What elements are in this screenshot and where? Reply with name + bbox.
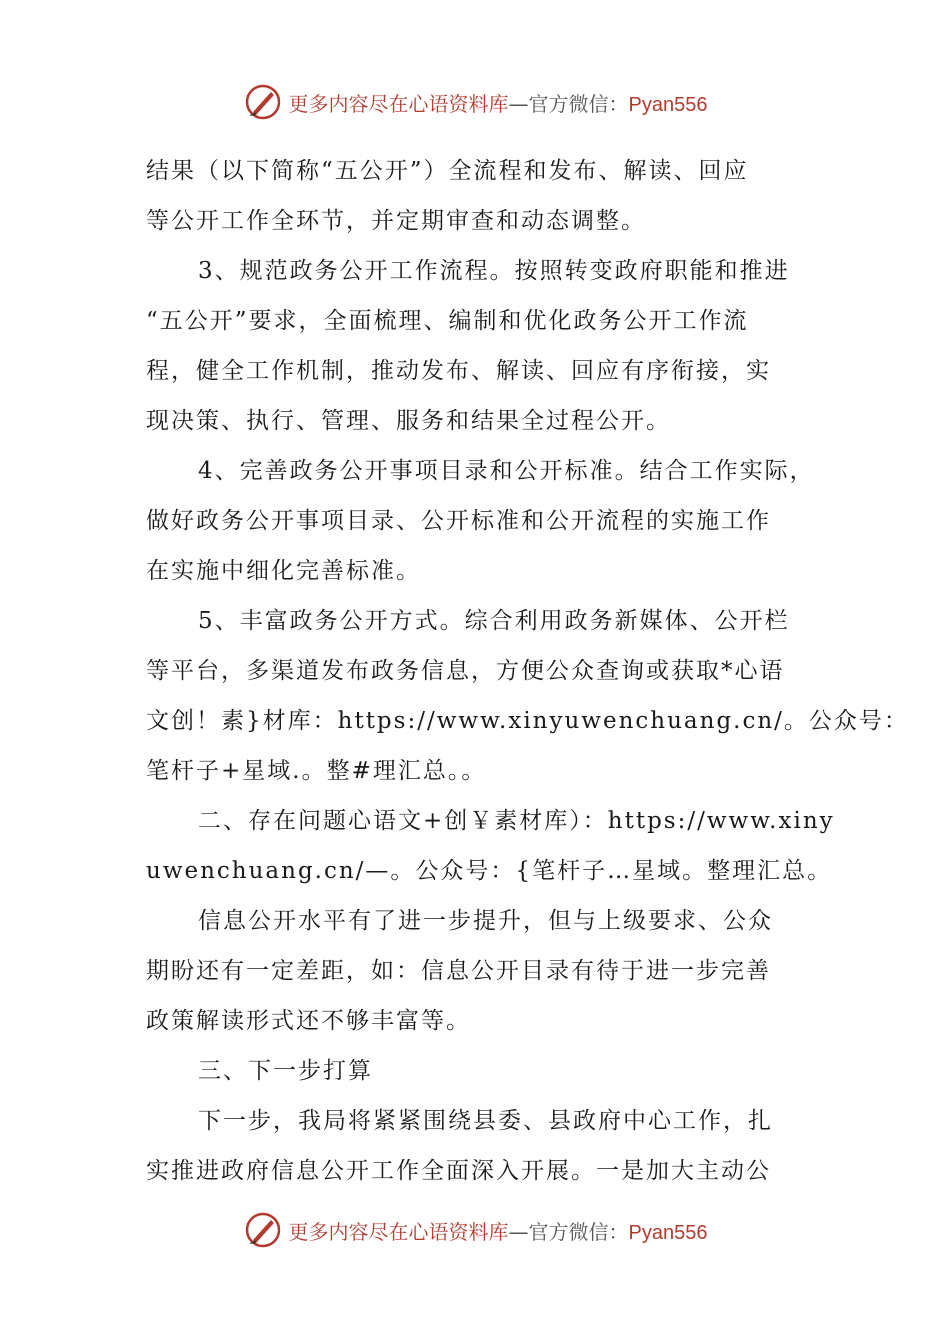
pen-logo-icon xyxy=(243,82,283,122)
section-3-heading: 三、下一步打算 xyxy=(198,1058,373,1084)
section-2-heading: 二、存在问题心语文+创￥素材库）：https://www.xiny xyxy=(198,808,835,834)
paragraph-next-steps-start: 下一步，我局将紧紧围绕县委、县政府中心工作，扎 xyxy=(198,1108,773,1134)
text-line: 做好政务公开事项目录、公开标准和公开流程的实施工作 xyxy=(146,508,771,534)
text-line: 实推进政府信息公开工作全面深入开展。一是加大主动公 xyxy=(146,1158,771,1184)
paragraph-5-start: 5、丰富政务公开方式。综合利用政务新媒体、公开栏 xyxy=(198,608,790,634)
banner-main-text: 更多内容尽在心语资料库 xyxy=(288,1219,509,1244)
text-line: 等公开工作全环节，并定期审查和动态调整。 xyxy=(146,208,646,234)
paragraph-3-start: 3、规范政务公开工作流程。按照转变政府职能和推进 xyxy=(198,258,790,284)
paragraph-4-start: 4、完善政务公开事项目录和公开标准。结合工作实际， xyxy=(198,458,815,484)
text-line: “五公开”要求，全面梳理、编制和优化政务公开工作流 xyxy=(146,308,749,334)
text-line: 程，健全工作机制，推动发布、解读、回应有序衔接，实 xyxy=(146,358,771,384)
text-line: 结果（以下简称“五公开”）全流程和发布、解读、回应 xyxy=(146,158,749,184)
banner-official-label: —官方微信： xyxy=(508,1219,629,1244)
banner-text xyxy=(289,1216,708,1245)
banner-wechat-id: Pyan556 xyxy=(628,1221,708,1244)
text-line: 笔杆子+星域.。整#理汇总。。 xyxy=(146,758,487,784)
banner-text xyxy=(289,88,708,117)
text-line: uwenchuang.cn/—。公众号：{笔杆子…星域。整理汇总。 xyxy=(146,858,833,884)
text-line: 等平台，多渠道发布政务信息，方便公众查询或获取*心语 xyxy=(146,658,785,684)
banner-main-text: 更多内容尽在心语资料库 xyxy=(288,91,509,116)
pen-logo-icon xyxy=(243,1210,283,1250)
text-line: 政策解读形式还不够丰富等。 xyxy=(146,1008,471,1034)
footer-banner xyxy=(0,1208,950,1252)
text-line: 文创！素}材库：https://www.xinyuwenchuang.cn/。公众号： xyxy=(146,708,909,734)
text-line: 在实施中细化完善标准。 xyxy=(146,558,421,584)
banner-official-label: —官方微信： xyxy=(508,91,629,116)
text-line: 现决策、执行、管理、服务和结果全过程公开。 xyxy=(146,408,671,434)
text-line: 期盼还有一定差距，如：信息公开目录有待于进一步完善 xyxy=(146,958,771,984)
paragraph-issues-start: 信息公开水平有了进一步提升，但与上级要求、公众 xyxy=(198,908,773,934)
banner-wechat-id: Pyan556 xyxy=(628,93,708,116)
document-body xyxy=(146,146,909,1196)
header-banner xyxy=(0,80,950,124)
